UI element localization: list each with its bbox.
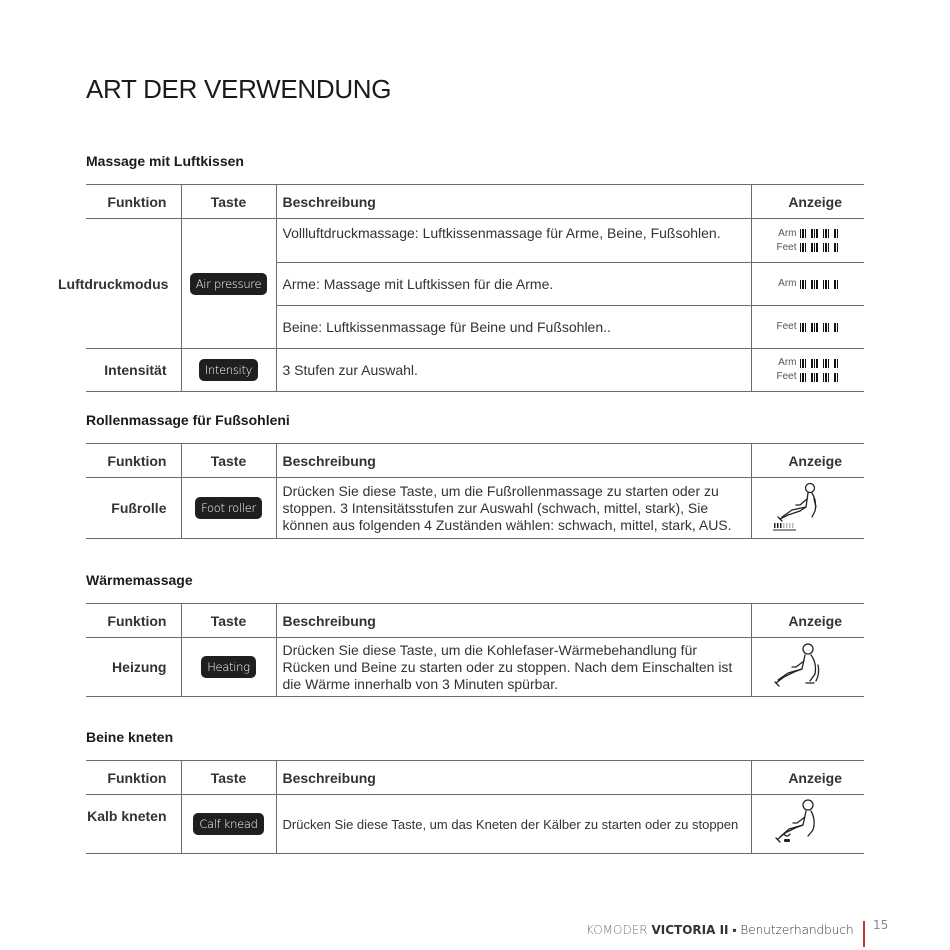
table-row xyxy=(86,638,864,697)
display-cell xyxy=(751,219,864,263)
section-title-heating: Wärmemassage xyxy=(86,572,193,588)
header-funktion: Funktion xyxy=(86,604,181,638)
level-bars-icon xyxy=(800,323,839,332)
level-bars-icon xyxy=(800,280,839,289)
indicator-label: Arm xyxy=(778,278,797,289)
indicator-label: Feet xyxy=(776,241,797,253)
footer-model: VICTORIA II xyxy=(651,923,729,937)
level-bars-icon xyxy=(800,359,839,368)
taste-cell xyxy=(181,478,276,539)
description-cell: Drücken Sie diese Taste, um das Kneten der Kälber zu starten oder zu stoppen xyxy=(276,795,751,854)
page-title: ART DER VERWENDUNG xyxy=(86,74,392,104)
foot-roller-table xyxy=(86,443,864,539)
foot-roller-figure-icon xyxy=(770,481,826,533)
header-beschreibung: Beschreibung xyxy=(276,185,751,219)
funktion-cell: Fußrolle xyxy=(86,478,181,539)
taste-cell xyxy=(181,219,276,349)
arm-feet-indicator xyxy=(752,227,865,255)
heating-table xyxy=(86,603,864,697)
section-title-foot-roller: Rollenmassage für Fußsohleni xyxy=(86,412,290,428)
header-anzeige: Anzeige xyxy=(751,185,864,219)
air-pressure-table xyxy=(58,184,864,392)
foot-roller-button[interactable]: Foot roller xyxy=(195,497,262,519)
arm-feet-indicator xyxy=(752,356,865,384)
description-cell: Vollluftdruckmassage: Luftkissenmassage für Arme, Beine, Fußsohlen. xyxy=(276,219,751,263)
description-cell: 3 Stufen zur Auswahl. xyxy=(276,349,751,392)
calf-knead-table xyxy=(86,760,864,854)
header-funktion: Funktion xyxy=(86,444,181,478)
page-number: 15 xyxy=(873,918,889,932)
display-cell xyxy=(751,638,864,697)
header-beschreibung: Beschreibung xyxy=(276,761,751,795)
description-cell: Arme: Massage mit Luftkissen für die Arme. xyxy=(276,263,751,306)
funktion-cell: Kalb kneten xyxy=(86,795,181,854)
heating-figure-icon xyxy=(770,641,826,691)
header-beschreibung: Beschreibung xyxy=(276,444,751,478)
table-row xyxy=(86,349,864,392)
level-bars-icon xyxy=(800,229,839,238)
intensity-button[interactable]: Intensity xyxy=(199,359,258,381)
table-row xyxy=(86,795,864,854)
funktion-cell xyxy=(58,219,181,349)
taste-cell xyxy=(181,638,276,697)
indicator-label: Feet xyxy=(776,371,797,382)
taste-cell xyxy=(181,349,276,392)
header-beschreibung: Beschreibung xyxy=(276,604,751,638)
header-taste: Taste xyxy=(181,444,276,478)
footer-brand: KOMODER xyxy=(586,923,648,937)
description-cell: Beine: Luftkissenmassage für Beine und Fußsohlen.. xyxy=(276,306,751,349)
section-title-air: Massage mit Luftkissen xyxy=(86,153,244,169)
header-taste: Taste xyxy=(181,761,276,795)
level-bars-icon xyxy=(800,373,839,382)
indicator-label: Arm xyxy=(778,227,797,239)
display-cell xyxy=(751,478,864,539)
feet-indicator xyxy=(752,320,865,334)
calf-knead-button[interactable]: Calf knead xyxy=(193,813,263,835)
table-row xyxy=(86,219,864,263)
display-cell xyxy=(751,306,864,349)
section-title-calf: Beine kneten xyxy=(86,729,174,745)
indicator-label: Feet xyxy=(776,321,797,332)
header-funktion: Funktion xyxy=(86,761,181,795)
air-pressure-button[interactable]: Air pressure xyxy=(190,273,268,295)
level-bars-icon xyxy=(800,243,839,252)
display-cell xyxy=(751,795,864,854)
funktion-cell: Intensität xyxy=(86,349,181,392)
arm-indicator xyxy=(752,277,865,291)
footer-accent-bar xyxy=(863,921,865,947)
footer-manual: Benutzerhandbuch xyxy=(740,923,854,937)
funktion-label: Luftdruckmodus xyxy=(58,275,169,292)
header-taste: Taste xyxy=(181,604,276,638)
description-cell: Drücken Sie diese Taste, um die Kohlefaser-Wärmebehandlung für Rücken und Beine zu starten oder zu stoppen. Nach dem Einschalten ist die Wärme innerhalb von 3 Minuten spürbar. xyxy=(276,638,751,697)
footer-separator: ▪ xyxy=(732,923,737,937)
header-taste: Taste xyxy=(181,185,276,219)
table-row xyxy=(86,478,864,539)
calf-knead-figure-icon xyxy=(770,798,826,848)
header-anzeige: Anzeige xyxy=(751,761,864,795)
footer xyxy=(586,923,854,937)
display-cell xyxy=(751,263,864,306)
header-anzeige: Anzeige xyxy=(751,444,864,478)
display-cell xyxy=(751,349,864,392)
funktion-cell: Heizung xyxy=(86,638,181,697)
taste-cell xyxy=(181,795,276,854)
header-funktion: Funktion xyxy=(86,185,181,219)
description-cell: Drücken Sie diese Taste, um die Fußrollenmassage zu starten oder zu stoppen. 3 Intensitätsstufen zur Auswahl (schwach, mittel, stark), Sie können aus folgenden 4 Zuständen wählen: schwach, mittel, stark, AUS. xyxy=(276,478,751,539)
heating-button[interactable]: Heating xyxy=(201,656,256,678)
indicator-label: Arm xyxy=(778,357,797,368)
header-anzeige: Anzeige xyxy=(751,604,864,638)
